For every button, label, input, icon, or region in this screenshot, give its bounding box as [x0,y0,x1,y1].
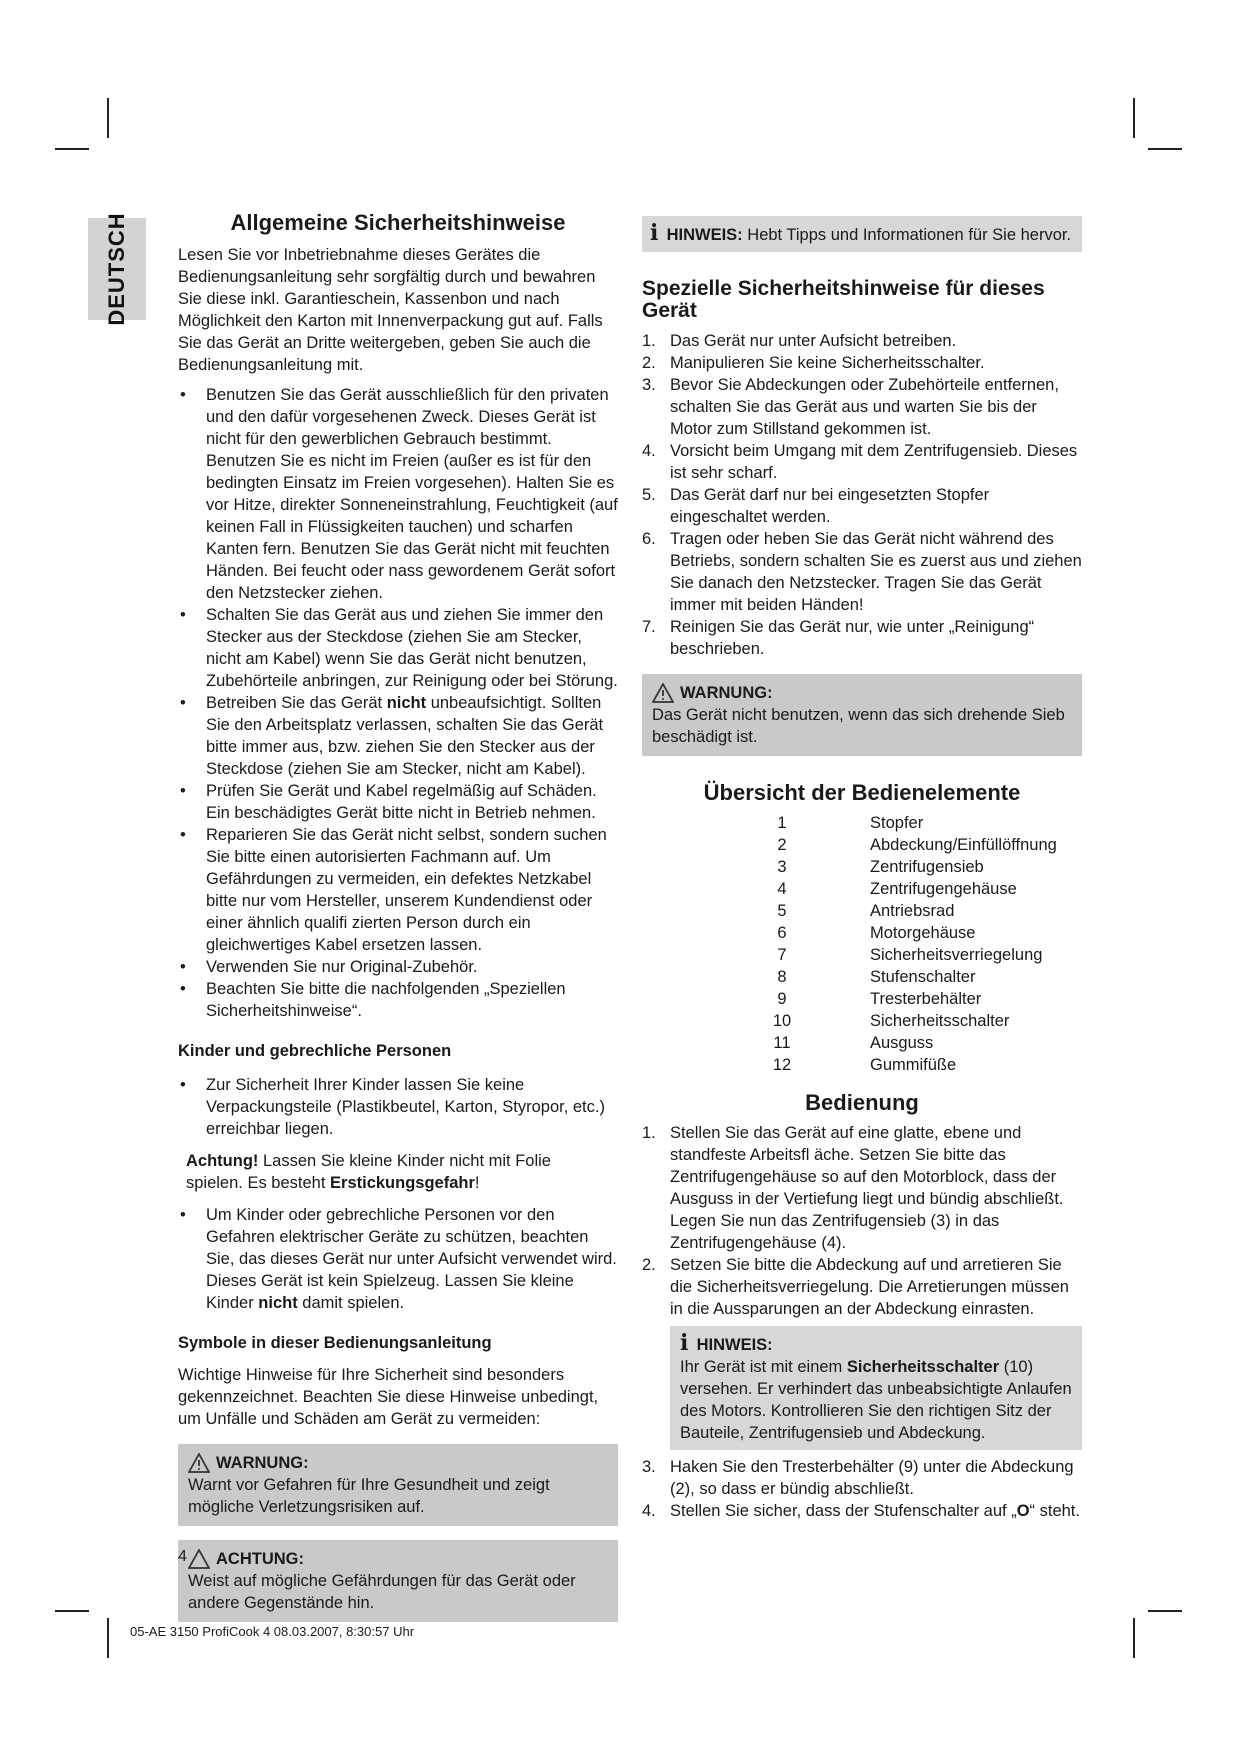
kids-achtung-note: Achtung! Lassen Sie kleine Kinder nicht mit Folie spielen. Es besteht Erstickungsgefahr! [186,1152,551,1192]
legend-label: Zentrifugensieb [870,858,984,876]
crop-mark [1133,98,1135,138]
list-item: • Um Kinder oder gebrechliche Personen vor den Gefahren elektrischer Geräte zu schützen, beachten Sie, das dieses Gerät nur unter Aufsicht verwendet wird. Dieses Gerät ist kein Spielzeug. Lassen Sie kleine Kinder nicht damit spielen. [178,1204,618,1314]
caution-label: ACHTUNG: [216,1550,304,1568]
symbols-heading: Symbole in dieser Bedienungsanleitung [178,1334,492,1352]
legend-number: 8 [777,968,787,986]
symbols-text: Wichtige Hinweise für Ihre Sicherheit sind besonders gekennzeichnet. Beachten Sie diese Hinweise unbedingt, um Unfälle und Schäden am Gerät zu vermeiden: [178,1366,599,1428]
legend-number: 6 [777,924,787,942]
hint-text: Hebt Tipps und Informationen für Sie hervor. [742,226,1072,244]
legend-label: Stufenschalter [870,968,976,986]
safety-bullet-list [178,384,618,1022]
list-item: 4. Vorsicht beim Umgang mit dem Zentrifugensieb. Dieses ist sehr scharf. [642,442,1078,482]
warning-text: Warnt vor Gefahren für Ihre Gesundheit und zeigt mögliche Verletzungsrisiken auf. [188,1476,550,1516]
info-icon: i [650,220,659,246]
legend-number: 7 [777,946,787,964]
list-item: • Prüfen Sie Gerät und Kabel regelmäßig auf Schäden. Ein beschädigtes Gerät bitte nicht in Betrieb nehmen. [178,780,618,824]
legend-number: 11 [773,1034,791,1052]
legend-number: 9 [777,990,787,1008]
crop-mark [1133,1618,1135,1658]
hint-label: HINWEIS: [666,226,743,244]
kids-list [178,1074,618,1140]
legend-number: 4 [777,880,787,898]
list-item: • Beachten Sie bitte die nachfolgenden „Speziellen Sicherheitshinweise“. [178,978,618,1022]
list-item: 2. Manipulieren Sie keine Sicherheitsschalter. [642,354,985,372]
warning-triangle-icon [188,1453,210,1473]
operation-title: Bedienung [805,1090,919,1115]
kids-heading: Kinder und gebrechliche Personen [178,1042,452,1060]
general-safety-title: Allgemeine Sicherheitshinweise [230,210,566,235]
list-item: 2. Setzen Sie bitte die Abdeckung auf und arretieren Sie die Sicherheitsverriegelung. Die Arretierungen müssen in die Aussparungen an der Abdeckung einrasten. [642,1256,1069,1318]
list-item: 3. Bevor Sie Abdeckungen oder Zubehörteile entfernen, schalten Sie das Gerät aus und warten Sie bis der Motor zum Stillstand gekommen ist. [642,376,1059,438]
crop-mark [1148,1610,1182,1612]
crop-mark [1148,148,1182,150]
legend-row [752,900,1057,922]
crop-mark [55,1610,89,1612]
list-item: • Verwenden Sie nur Original-Zubehör. [178,956,618,978]
warning-label: WARNUNG: [216,1454,309,1472]
legend-row [752,966,1057,988]
legend-label: Zentrifugengehäuse [870,880,1017,898]
legend-row [752,1054,1057,1076]
list-item: 7. Reinigen Sie das Gerät nur, wie unter „Reinigung“ beschrieben. [642,618,1035,658]
legend-label: Stopfer [870,814,924,832]
warning-label: WARNUNG: [680,684,773,702]
left-column [178,212,618,1622]
legend-row [752,812,1057,834]
legend-row [752,834,1057,856]
list-item: 1. Stellen Sie das Gerät auf eine glatte, ebene und standfeste Arbeitsfl äche. Setzen Sie bitte das Zentrifugengehäuse so auf den Motorblock, dass der Ausguss in der Vertiefung liegt und bündig abschließt. Legen Sie nun das Zentrifugensieb (3) in das Zentrifugengehäuse (4). [642,1124,1064,1252]
legend-label: Ausguss [870,1034,934,1052]
legend-label: Gummifüße [870,1056,957,1074]
warning-triangle-icon [652,683,674,703]
hint-label: HINWEIS: [696,1336,773,1354]
kids-list-2 [178,1204,618,1314]
intro-paragraph: Lesen Sie vor Inbetriebnahme dieses Gerätes die Bedienungsanleitung sehr sorgfältig durch und bewahren Sie diese inkl. Garantieschein, Kassenbon und nach Möglichkeit den Karton mit Innenverpackung gut auf. Falls Sie das Gerät an Dritte weitergeben, geben Sie auch die Bedienungsanleitung mit. [178,246,603,374]
legend-label: Sicherheitsschalter [870,1012,1010,1030]
language-tab [88,212,146,326]
special-safety-list [642,330,1082,660]
list-item: 1. Das Gerät nur unter Aufsicht betreiben. [642,332,957,350]
legend-row [752,1010,1057,1032]
list-item: • Betreiben Sie das Gerät nicht unbeaufsichtigt. Sollten Sie den Arbeitsplatz verlassen, schalten Sie das Gerät bitte immer aus, bzw. ziehen Sie den Stecker aus der Steckdose (ziehen Sie am Stecker, nicht am Kabel). [178,692,618,780]
list-item: 6. Tragen oder heben Sie das Gerät nicht während des Betriebs, sondern schalten Sie es zuerst aus und ziehen Sie danach den Netzstecker. Tragen Sie das Gerät immer mit beiden Händen! [642,530,1082,614]
legend-number: 3 [777,858,787,876]
legend-row [752,1032,1057,1054]
safety-switch-hint: i HINWEIS: Ihr Gerät ist mit einem Sicherheitsschalter (10) versehen. Er verhindert das unbeabsichtigte Anlaufen des Motors. Kontrollieren Sie den richtigen Sitz der Bauteile, Zentrifugensieb und Abdeckung. [670,1326,1082,1450]
info-icon: i [680,1330,689,1356]
legend-number: 10 [772,1012,792,1030]
page-number: 4 [178,1548,187,1565]
crop-mark [107,1618,109,1658]
parts-legend [752,812,1057,1076]
legend-number: 2 [777,836,787,854]
list-item: 5. Das Gerät darf nur bei eingesetzten Stopfer eingeschaltet werden. [642,486,990,526]
warning-text: Das Gerät nicht benutzen, wenn das sich drehende Sieb beschädigt ist. [652,706,1065,746]
crop-mark [107,98,109,138]
operation-list [642,1122,1082,1320]
legend-row [752,988,1057,1010]
list-item: • Benutzen Sie das Gerät ausschließlich für den privaten und den dafür vorgesehenen Zweck. Dieses Gerät ist nicht für den gewerblichen Gebrauch bestimmt. Benutzen Sie es nicht im Freien (außer es ist für den bedingten Einsatz im Freien vorgesehen). Halten Sie es vor Hitze, direkter Sonneneinstrahlung, Feuchtigkeit (auf keinen Fall in Flüssigkeiten tauchen) und scharfen Kanten fern. Benutzen Sie das Gerät nicht mit feuchten Händen. Bei feucht oder nass gewordenem Gerät sofort den Netzstecker ziehen. [178,384,618,604]
list-item: 3. Haken Sie den Tresterbehälter (9) unter die Abdeckung (2), so dass er bündig abschließt. [642,1458,1074,1498]
caution-box [178,1540,618,1622]
language-tab-label: DEUTSCH [104,212,129,326]
caution-text: Weist auf mögliche Gefährdungen für das Gerät oder andere Gegenstände hin. [188,1572,576,1612]
legend-label: Tresterbehälter [870,990,982,1008]
list-item: 4. Stellen Sie sicher, dass der Stufenschalter auf „O“ steht. [642,1502,1080,1520]
print-footer: 05-AE 3150 ProfiCook 4 08.03.2007, 8:30:57 Uhr [130,1624,415,1639]
legend-label: Antriebsrad [870,902,955,920]
legend-label: Motorgehäuse [870,924,976,942]
caution-triangle-icon [188,1549,210,1569]
special-safety-title: Spezielle Sicherheitshinweise für dieses Gerät [642,277,1045,322]
overview-title: Übersicht der Bedienelemente [703,780,1021,805]
warning-box-device [642,674,1082,756]
crop-mark [55,148,89,150]
legend-row [752,944,1057,966]
list-item: • Zur Sicherheit Ihrer Kinder lassen Sie keine Verpackungsteile (Plastikbeutel, Karton, Styropor, etc.) erreichbar liegen. [178,1074,618,1140]
list-item: • Schalten Sie das Gerät aus und ziehen Sie immer den Stecker aus der Steckdose (ziehen Sie am Stecker, nicht am Kabel) wenn Sie das Gerät nicht benutzen, Zubehörteile anbringen, zur Reinigung oder bei Störung. [178,604,618,692]
legend-number: 1 [777,814,787,832]
right-column [642,216,1082,1522]
legend-number: 5 [777,902,787,920]
legend-label: Abdeckung/Einfüllöffnung [870,836,1057,854]
hint-box [642,216,1082,252]
legend-label: Sicherheitsverriegelung [870,946,1043,964]
legend-number: 12 [772,1056,792,1074]
legend-row [752,878,1057,900]
legend-row [752,922,1057,944]
warning-box [178,1444,618,1526]
operation-list-cont [642,1456,1082,1522]
list-item: • Reparieren Sie das Gerät nicht selbst, sondern suchen Sie bitte einen autorisierten Fachmann auf. Um Gefährdungen zu vermeiden, ein defektes Netzkabel bitte nur vom Hersteller, unserem Kundendienst oder einer ähnlich qualifi zierten Person durch ein gleichwertiges Kabel ersetzen lassen. [178,824,618,956]
legend-row [752,856,1057,878]
